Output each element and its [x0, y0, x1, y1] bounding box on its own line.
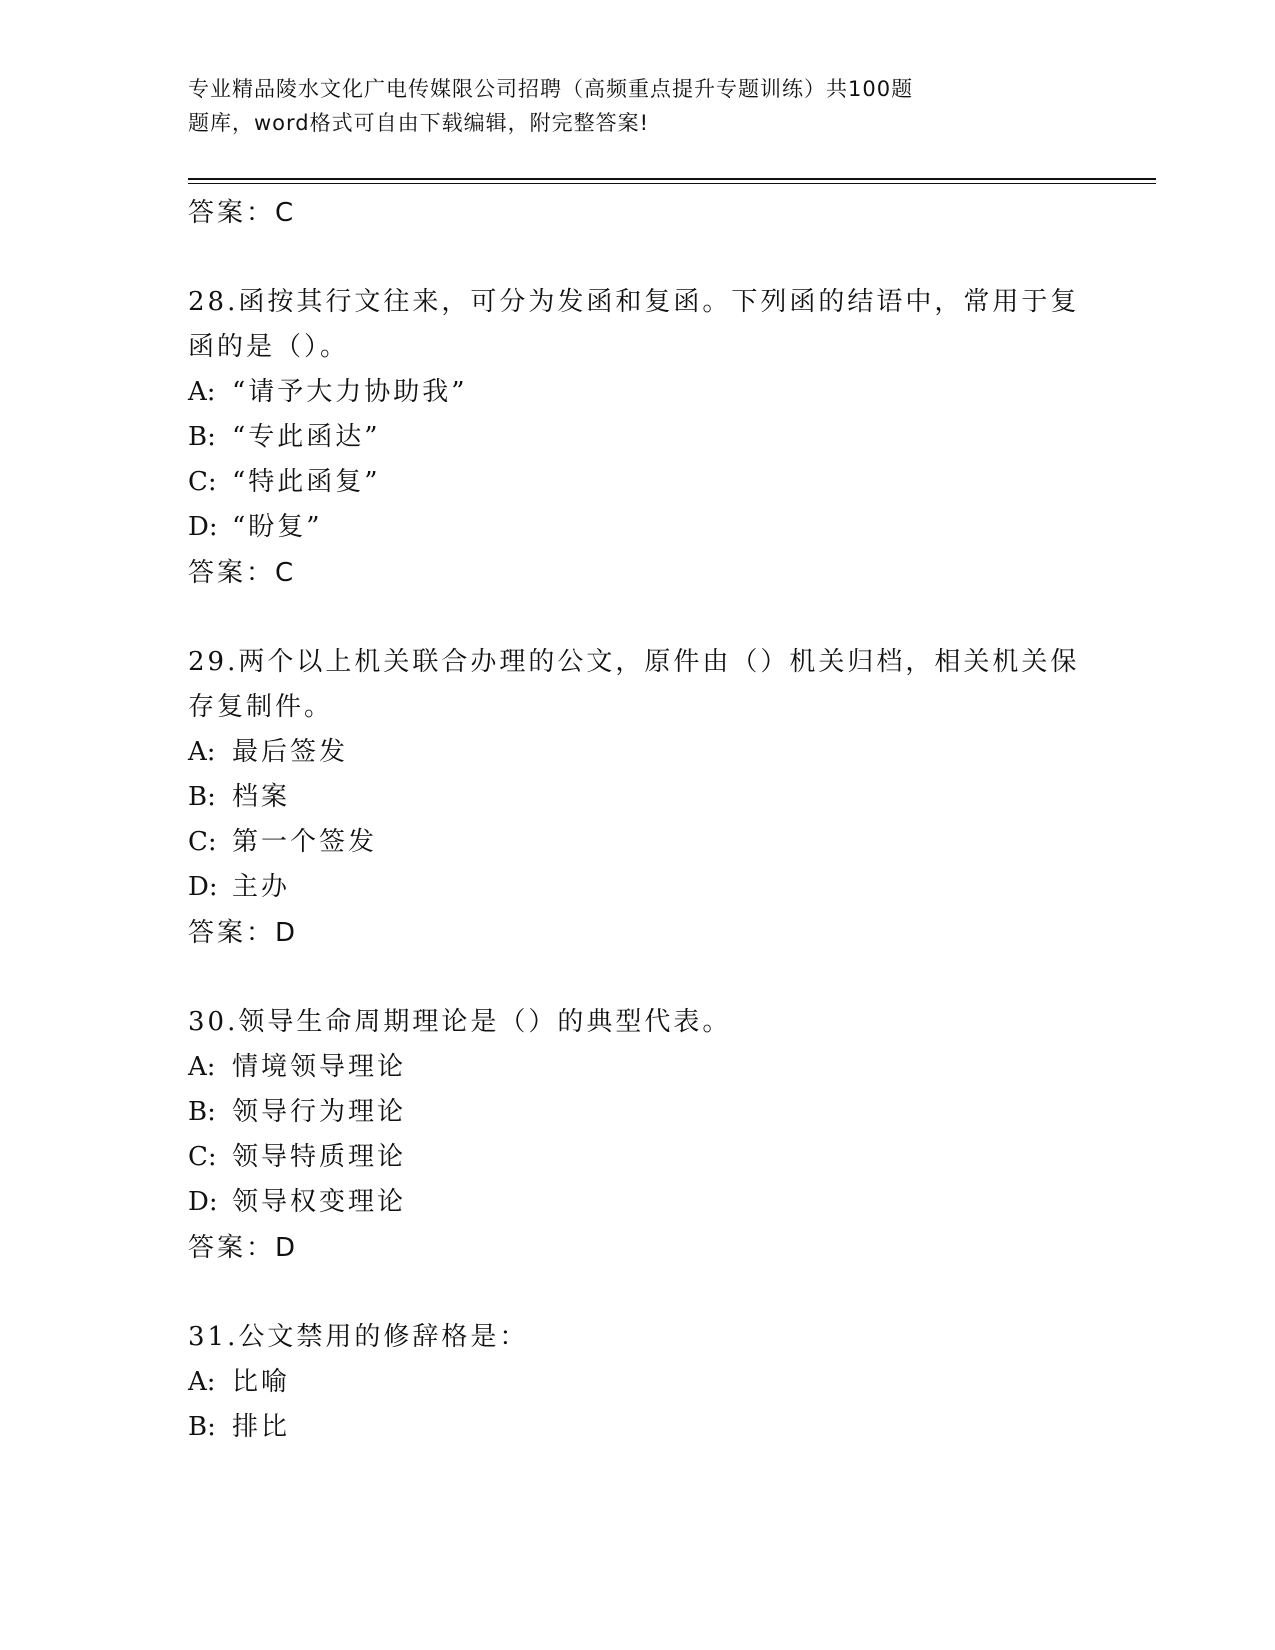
- answer-line: 答案：D: [188, 1233, 299, 1263]
- answer-line: 答案：D: [188, 918, 299, 948]
- option-a: [188, 370, 1088, 415]
- header-line-1: 专业精品陵水文化广电传媒限公司招聘（高频重点提升专题训练）共100题: [188, 77, 914, 101]
- option-text: 第一个签发: [232, 827, 378, 857]
- option-label: A:: [188, 1367, 216, 1397]
- option-text: “特此函复”: [232, 467, 381, 497]
- option-text: 领导权变理论: [232, 1187, 407, 1217]
- option-label: A:: [188, 1052, 216, 1082]
- question-block-31: [188, 1315, 1088, 1450]
- answer-line: 答案：C: [188, 198, 297, 228]
- option-b: [188, 415, 1088, 460]
- option-label: B:: [188, 1412, 216, 1442]
- option-label: C:: [188, 827, 217, 857]
- question-block-30: [188, 1000, 1088, 1271]
- option-b: [188, 1090, 1088, 1135]
- option-text: “盼复”: [232, 512, 323, 542]
- option-b: [188, 1405, 1088, 1450]
- option-text: “专此函达”: [232, 422, 381, 452]
- option-label: D:: [188, 872, 218, 902]
- option-text: 主办: [232, 872, 291, 902]
- option-label: D:: [188, 1187, 218, 1217]
- option-text: 领导行为理论: [232, 1097, 407, 1127]
- question-block-29: [188, 640, 1088, 956]
- option-text: 档案: [232, 782, 291, 812]
- option-c: [188, 460, 1088, 505]
- option-c: [188, 1135, 1088, 1180]
- question-text: 29.两个以上机关联合办理的公文，原件由（）机关归档，相关机关保存复制件。: [188, 647, 1080, 722]
- document-header: [188, 72, 1048, 140]
- header-rule-thick: [188, 178, 1156, 180]
- header-rule-thin: [188, 183, 1156, 184]
- question-text: 31.公文禁用的修辞格是：: [188, 1322, 529, 1352]
- option-text: “请予大力协助我”: [232, 377, 468, 407]
- option-label: C:: [188, 467, 217, 497]
- option-c: [188, 820, 1088, 865]
- document-body: [188, 190, 1088, 1450]
- option-text: 情境领导理论: [232, 1052, 407, 1082]
- option-label: A:: [188, 737, 216, 767]
- option-text: 最后签发: [232, 737, 349, 767]
- option-text: 比喻: [232, 1367, 291, 1397]
- option-label: B:: [188, 422, 216, 452]
- header-line-2: 题库，word格式可自由下载编辑，附完整答案!: [188, 111, 650, 135]
- option-label: D:: [188, 512, 218, 542]
- option-d: [188, 505, 1088, 550]
- option-label: C:: [188, 1142, 217, 1172]
- question-text: 28.函按其行文往来，可分为发函和复函。下列函的结语中，常用于复函的是（）。: [188, 287, 1080, 362]
- option-a: [188, 730, 1088, 775]
- option-b: [188, 775, 1088, 820]
- option-a: [188, 1045, 1088, 1090]
- option-text: 排比: [232, 1412, 291, 1442]
- question-block-28: [188, 280, 1088, 596]
- option-label: A:: [188, 377, 216, 407]
- option-a: [188, 1360, 1088, 1405]
- option-d: [188, 865, 1088, 910]
- option-label: B:: [188, 1097, 216, 1127]
- question-text: 30.领导生命周期理论是（）的典型代表。: [188, 1007, 732, 1037]
- answer-line: 答案：C: [188, 558, 297, 588]
- option-text: 领导特质理论: [232, 1142, 407, 1172]
- option-d: [188, 1180, 1088, 1225]
- option-label: B:: [188, 782, 216, 812]
